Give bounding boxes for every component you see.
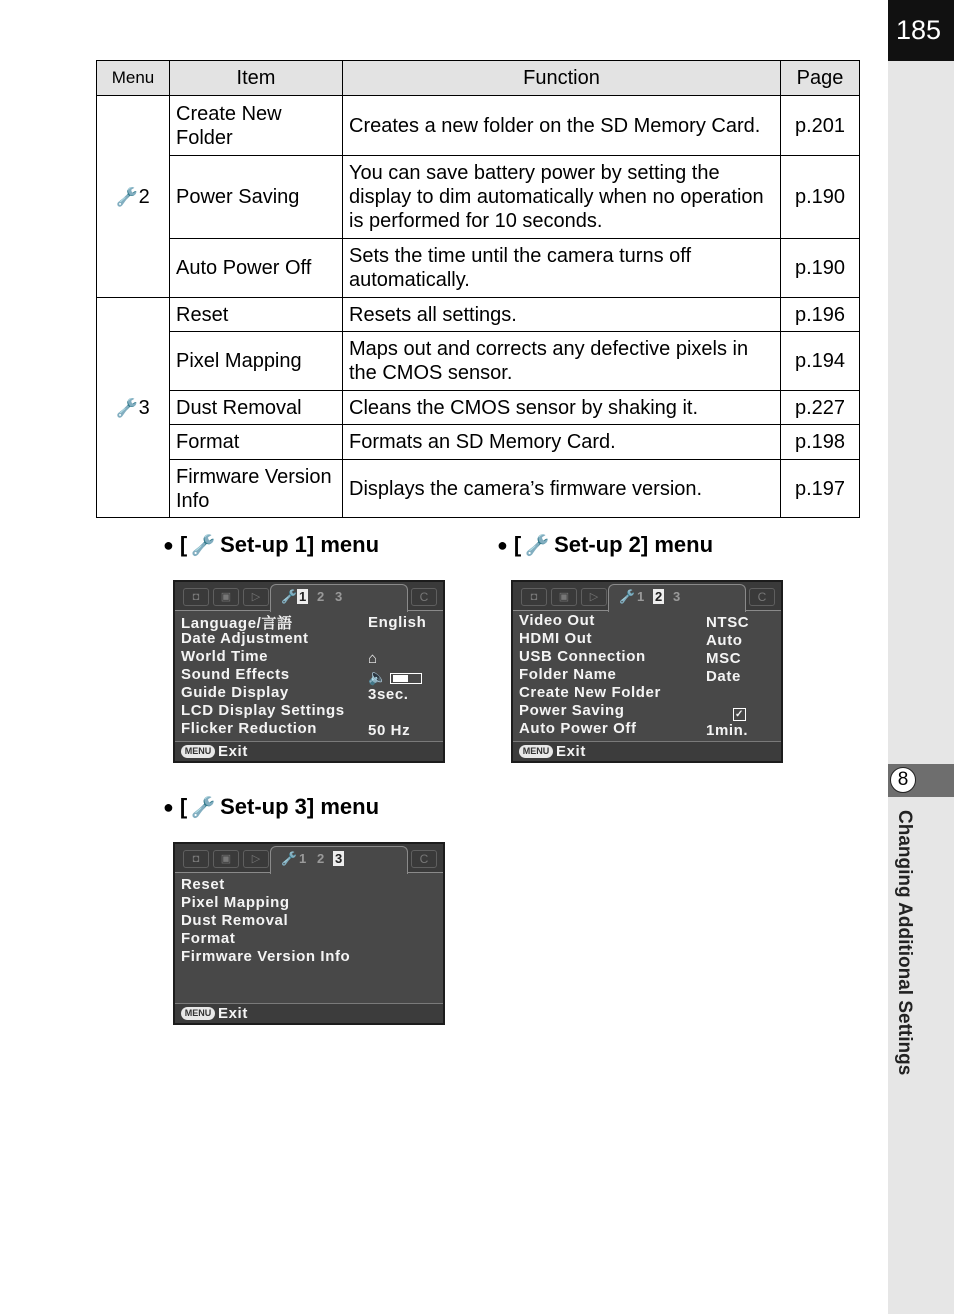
volume-bar — [390, 673, 422, 684]
menu-row[interactable]: Video Out NTSC — [519, 612, 750, 631]
menu-row[interactable]: LCD Display Settings — [181, 702, 345, 719]
page-cell: p.190 — [781, 239, 860, 298]
tab-bar — [175, 582, 443, 611]
table-row — [97, 460, 860, 518]
table-row — [97, 425, 860, 460]
custom-tab[interactable]: C — [411, 850, 437, 868]
menu-row[interactable]: Folder Name Date — [519, 666, 741, 685]
exit-label[interactable]: Exit — [556, 743, 586, 760]
function-cell: Formats an SD Memory Card. — [343, 425, 781, 460]
footer-bar — [513, 741, 781, 761]
tab-bar — [513, 582, 781, 611]
menu-setup2-cell: 🔧2 — [97, 96, 170, 298]
menu-row[interactable]: Date Adjustment — [181, 630, 309, 647]
chapter-number: 8 — [890, 767, 916, 793]
setup-tab[interactable]: 🔧 1 2 3 — [270, 584, 408, 612]
item-cell: Power Saving — [170, 156, 343, 239]
table-row — [97, 332, 860, 391]
table-header-row — [97, 61, 860, 96]
menu-row[interactable]: World Time ⌂ — [181, 648, 378, 667]
setup-tab[interactable]: 🔧 1 2 3 — [270, 846, 408, 874]
function-cell: Resets all settings. — [343, 298, 781, 332]
setup3-screen — [173, 842, 445, 1025]
menu-row[interactable]: Power Saving ✓ — [519, 702, 777, 720]
playback-tab-icon[interactable]: ▷ — [243, 588, 269, 606]
menu-rows — [181, 612, 439, 738]
header-function: Function — [343, 61, 781, 96]
page-cell: p.201 — [781, 96, 860, 156]
item-cell: Format — [170, 425, 343, 460]
setup-tab[interactable]: 🔧 1 2 3 — [608, 584, 746, 612]
chapter-title: Changing Additional Settings — [894, 810, 915, 1076]
item-cell: Reset — [170, 298, 343, 332]
menu-button-icon: MENU — [181, 745, 215, 758]
playback-tab-icon[interactable]: ▷ — [581, 588, 607, 606]
custom-tab[interactable]: C — [749, 588, 775, 606]
menu-row[interactable]: Pixel Mapping — [181, 894, 290, 911]
menu-row[interactable]: USB Connection MSC — [519, 648, 742, 667]
exit-label[interactable]: Exit — [218, 743, 248, 760]
menu-button-icon: MENU — [181, 1007, 215, 1020]
footer-bar — [175, 1003, 443, 1023]
function-cell: Maps out and corrects any defective pixels in the CMOS sensor. — [343, 332, 781, 391]
table-row — [97, 156, 860, 239]
page-cell: p.190 — [781, 156, 860, 239]
item-cell: Create New Folder — [170, 96, 343, 156]
menu-row[interactable]: Format — [181, 930, 236, 947]
exit-label[interactable]: Exit — [218, 1005, 248, 1022]
movie-tab-icon[interactable]: ▣ — [213, 850, 239, 868]
menu-row[interactable]: Create New Folder — [519, 684, 661, 701]
movie-tab-icon[interactable]: ▣ — [213, 588, 239, 606]
setup3-heading: ● [ 🔧 Set-up 3] menu — [163, 794, 380, 819]
header-page: Page — [781, 61, 860, 96]
menu-row[interactable]: Reset — [181, 876, 225, 893]
header-item: Item — [170, 61, 343, 96]
camera-tab-icon[interactable]: ◘ — [521, 588, 547, 606]
menu-button-icon: MENU — [519, 745, 553, 758]
bullet-icon: ● — [497, 535, 508, 555]
function-cell: Creates a new folder on the SD Memory Card. — [343, 96, 781, 156]
menu-row[interactable]: Firmware Version Info — [181, 948, 351, 965]
playback-tab-icon[interactable]: ▷ — [243, 850, 269, 868]
item-cell: Pixel Mapping — [170, 332, 343, 391]
table-row — [97, 96, 860, 156]
function-cell: Sets the time until the camera turns off automatically. — [343, 239, 781, 298]
table-row — [97, 239, 860, 298]
setup1-heading: ● [ 🔧 Set-up 1] menu — [163, 532, 380, 557]
side-band — [888, 0, 954, 1314]
menu-row[interactable]: HDMI Out Auto — [519, 630, 743, 649]
function-cell: Displays the camera’s firmware version. — [343, 460, 781, 518]
page-cell: p.196 — [781, 298, 860, 332]
page-number: 185 — [888, 0, 954, 61]
menu-row[interactable]: Guide Display 3sec. — [181, 684, 409, 703]
checkbox-icon[interactable]: ✓ — [733, 708, 746, 721]
wrench-icon: 🔧 — [525, 535, 551, 557]
tab-bar — [175, 844, 443, 873]
item-cell: Firmware Version Info — [170, 460, 343, 518]
menu-row[interactable]: Auto Power Off 1min. — [519, 720, 749, 739]
wrench-icon: 🔧 — [619, 589, 636, 604]
table-row — [97, 391, 860, 425]
menu-table — [96, 60, 860, 518]
custom-tab[interactable]: C — [411, 588, 437, 606]
page-cell: p.198 — [781, 425, 860, 460]
setup2-screen — [511, 580, 783, 763]
item-cell: Dust Removal — [170, 391, 343, 425]
wrench-icon: 🔧 — [191, 535, 217, 557]
setup1-screen — [173, 580, 445, 763]
wrench-icon: 🔧 — [116, 186, 139, 207]
page-cell: p.197 — [781, 460, 860, 518]
movie-tab-icon[interactable]: ▣ — [551, 588, 577, 606]
menu-rows — [181, 876, 439, 966]
footer-bar — [175, 741, 443, 761]
wrench-icon: 🔧 — [281, 851, 298, 866]
menu-setup3-cell: 🔧3 — [97, 298, 170, 518]
item-cell: Auto Power Off — [170, 239, 343, 298]
home-icon: ⌂ — [368, 650, 378, 667]
camera-tab-icon[interactable]: ◘ — [183, 588, 209, 606]
function-cell: You can save battery power by setting the display to dim automatically when no operation is performed for 10 seconds. — [343, 156, 781, 239]
camera-tab-icon[interactable]: ◘ — [183, 850, 209, 868]
bullet-icon: ● — [163, 535, 174, 555]
function-cell: Cleans the CMOS sensor by shaking it. — [343, 391, 781, 425]
menu-row[interactable]: Sound Effects 🔈 — [181, 666, 439, 684]
menu-row[interactable]: Language/言語 English — [181, 614, 427, 632]
wrench-icon: 🔧 — [116, 397, 139, 418]
setup2-heading: ● [ 🔧 Set-up 2] menu — [497, 532, 714, 557]
page-cell: p.194 — [781, 332, 860, 391]
bullet-icon: ● — [163, 797, 174, 817]
wrench-icon: 🔧 — [191, 797, 217, 819]
menu-row[interactable]: Dust Removal — [181, 912, 289, 929]
speaker-icon: 🔈 — [368, 669, 388, 686]
table-row — [97, 298, 860, 332]
menu-rows — [519, 612, 777, 738]
page-cell: p.227 — [781, 391, 860, 425]
header-menu: Menu — [97, 61, 170, 96]
menu-row[interactable]: Flicker Reduction 50 Hz — [181, 720, 411, 739]
wrench-icon: 🔧 — [281, 589, 298, 604]
